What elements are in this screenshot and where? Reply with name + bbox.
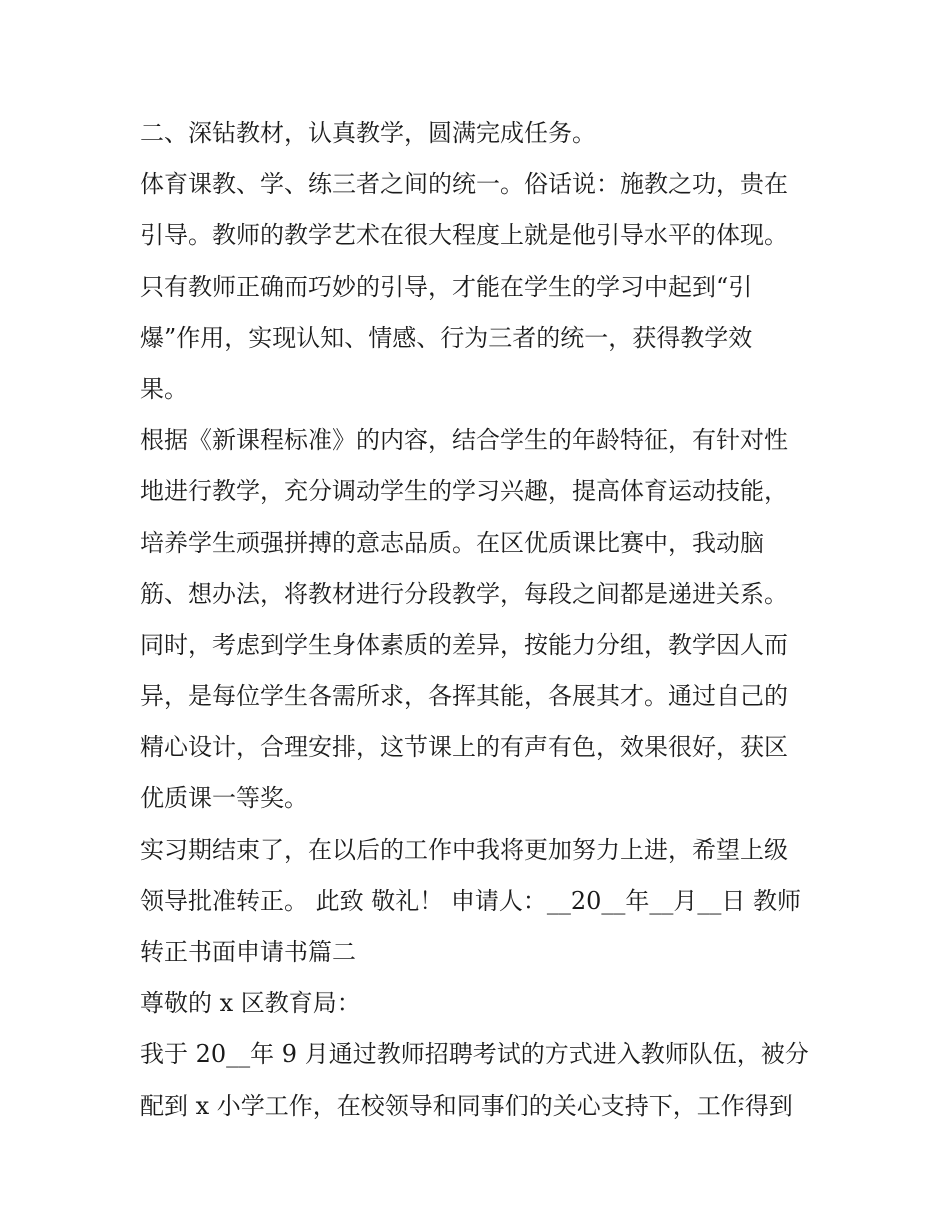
text-line: 培养学生顽强拼搏的意志品质。在区优质课比赛中，我动脑: [140, 528, 764, 557]
text-line: 实习期结束了，在以后的工作中我将更加努力上进，希望上级: [140, 835, 788, 864]
text-line: 二、深钻教材，认真教学，圆满完成任务。: [140, 119, 596, 147]
document-body: [140, 108, 820, 1132]
salutation: 尊敬的 x 区教育局：: [140, 989, 361, 1018]
text-line: 同时，考虑到学生身体素质的差异，按能力分组，教学因人而: [140, 630, 788, 659]
text-line: 精心设计，合理安排，这节课上的有声有色，效果很好，获区: [140, 733, 788, 762]
text-line: 筋、想办法，将教材进行分段教学，每段之间都是递进关系。: [140, 579, 788, 608]
text-line: 引导。教师的教学艺术在很大程度上就是他引导水平的体现。: [140, 221, 788, 250]
text-line: 只有教师正确而巧妙的引导，才能在学生的学习中起到“引: [140, 272, 753, 301]
section-heading: 转正书面申请书篇二: [140, 938, 356, 966]
text-line: 异，是每位学生各需所求，各挥其能，各展其才。通过自己的: [140, 682, 788, 711]
text-line: 领导批准转正。 此致 敬礼！ 申请人：__20__年__月__日 教师: [140, 886, 802, 915]
text-line: 根据《新课程标准》的内容，结合学生的年龄特征，有针对性: [140, 426, 788, 455]
text-line: 爆”作用，实现认知、情感、行为三者的统一，获得教学效: [140, 323, 753, 352]
text-line: 我于 20__年 9 月通过教师招聘考试的方式进入教师队伍，被分: [140, 1040, 809, 1069]
text-line: 体育课教、学、练三者之间的统一。俗话说：施教之功，贵在: [140, 170, 788, 199]
text-line: 地进行教学，充分调动学生的学习兴趣，提高体育运动技能，: [140, 477, 788, 506]
text-line: 配到 x 小学工作，在校领导和同事们的关心支持下，工作得到: [140, 1091, 793, 1120]
text-line: 果。: [140, 374, 188, 403]
text-line: 优质课一等奖。: [140, 784, 308, 813]
